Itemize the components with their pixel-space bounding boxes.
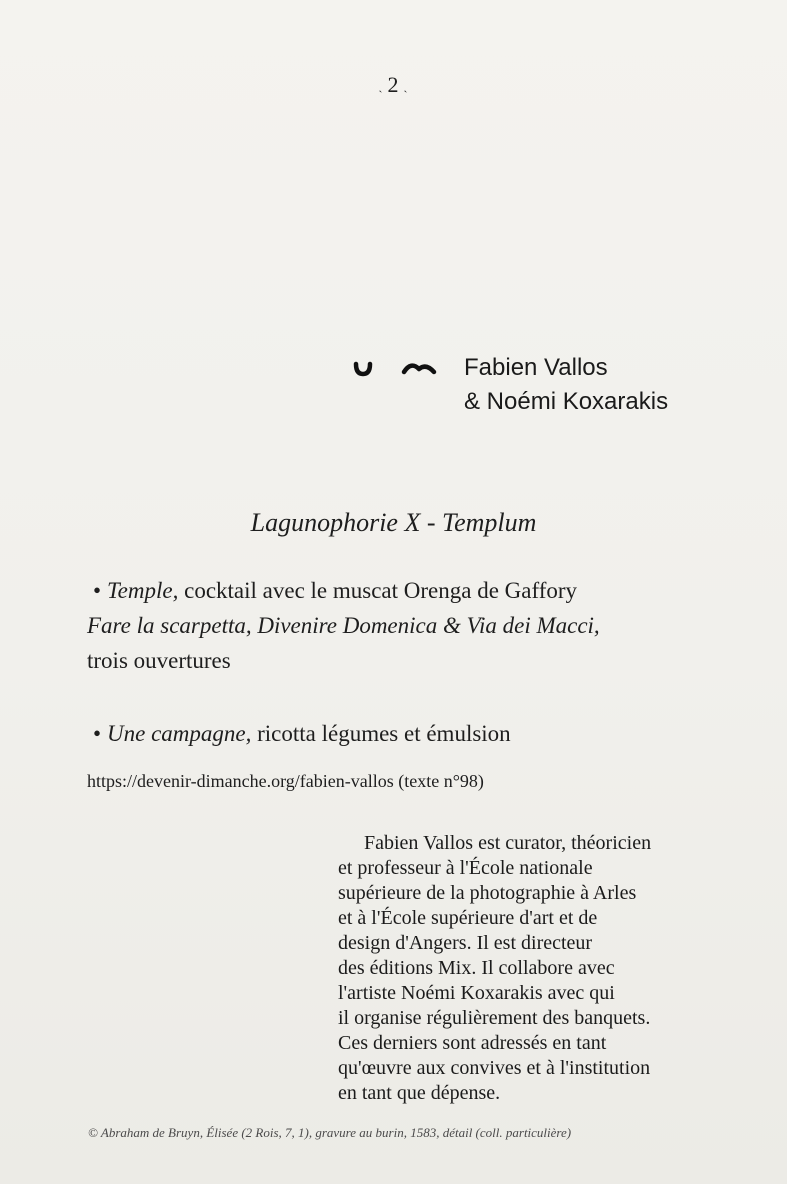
menu-item-name: Une campagne, xyxy=(107,721,252,746)
bio-line: Ces derniers sont adressés en tant xyxy=(338,1032,607,1054)
menu-item-name: Temple, xyxy=(107,578,179,603)
bio-line: en tant que dépense. xyxy=(338,1082,501,1104)
menu-item-subtitle: Fare la scarpetta, Divenire Domenica & Via dei Macci, xyxy=(87,613,600,638)
bio-line: et à l'École supérieure d'art et de xyxy=(338,907,598,929)
bio-line: et professeur à l'École nationale xyxy=(338,857,593,879)
bio-line: design d'Angers. Il est directeur xyxy=(338,932,593,954)
menu-item-line xyxy=(87,716,511,751)
reference-link: https://devenir-dimanche.org/fabien-vallos (texte n°98) xyxy=(87,771,484,791)
author-line-2: & Noémi Koxarakis xyxy=(464,388,669,415)
right-ornament-icon: ˏ xyxy=(403,79,409,94)
menu-item-note: trois ouvertures xyxy=(87,648,231,673)
author-names xyxy=(464,351,668,419)
biography xyxy=(338,831,738,1106)
bio-line: supérieure de la photographie à Arles xyxy=(338,882,637,904)
bullet-icon: • xyxy=(92,721,102,746)
bio-line: qu'œuvre aux convives et à l'institution xyxy=(338,1057,651,1079)
image-credit: © Abraham de Bruyn, Élisée (2 Rois, 7, 1), gravure au burin, 1583, détail (coll. particulière) xyxy=(88,1125,572,1140)
page-number xyxy=(0,72,787,98)
menu-item-description: ricotta légumes et émulsion xyxy=(251,721,511,746)
header-marks xyxy=(350,352,440,382)
page-number-value: 2 xyxy=(387,72,400,97)
small-cup-mark-icon xyxy=(356,364,370,374)
author-line-1: Fabien Vallos xyxy=(464,354,608,381)
menu-item-description: cocktail avec le muscat Orenga de Gaffory xyxy=(178,578,578,603)
bio-line: l'artiste Noémi Koxarakis avec qui xyxy=(338,982,615,1004)
event-title: Lagunophorie X - Templum xyxy=(250,508,537,537)
bio-line: Fabien Vallos est curator, théoricien xyxy=(364,832,652,854)
left-ornament-icon: ˎ xyxy=(378,79,384,94)
bullet-icon: • xyxy=(92,578,102,603)
menu-item-line xyxy=(87,573,600,608)
bio-line: il organise régulièrement des banquets. xyxy=(338,1007,651,1029)
menu-item xyxy=(87,573,600,678)
bio-line: des éditions Mix. Il collabore avec xyxy=(338,957,615,979)
wave-mark-icon xyxy=(404,366,434,372)
menu-item xyxy=(87,716,511,751)
